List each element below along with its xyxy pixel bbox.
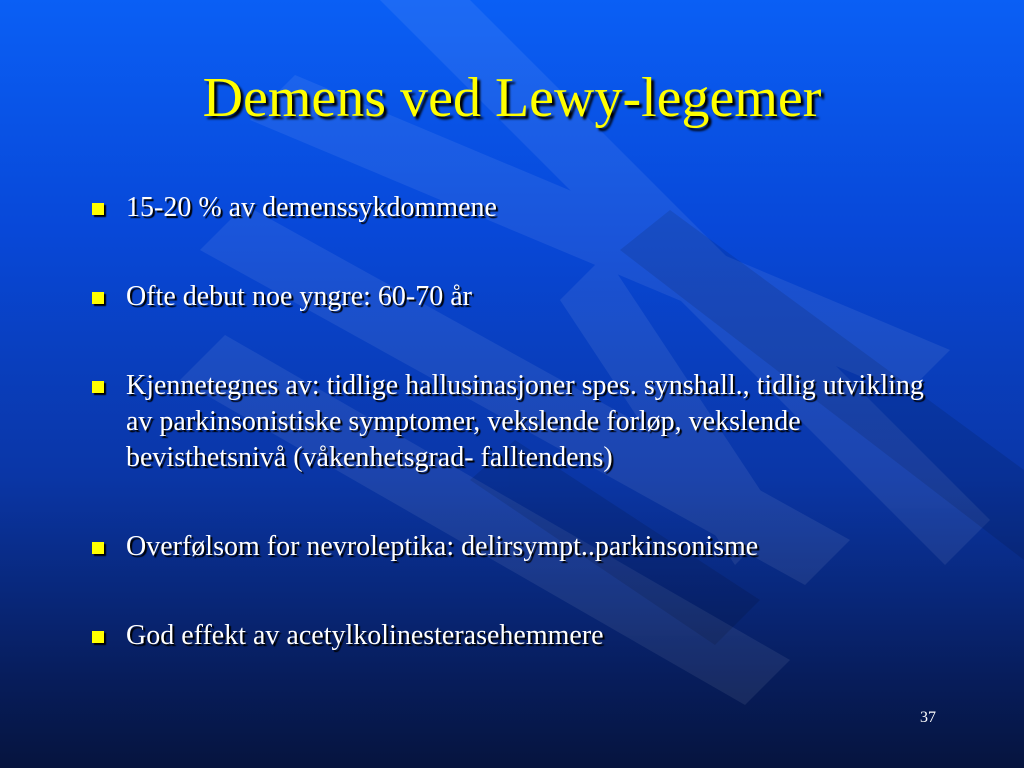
bullet-item-neuroleptic-sensitivity [88,529,948,565]
square-bullet-icon [92,381,104,393]
square-bullet-icon [92,631,104,643]
slide-title: Demens ved Lewy-legemer [202,67,822,129]
bullet-text: God effekt av acetylkolinesterasehemmere [126,620,604,651]
bullet-text: Kjennetegnes av: tidlige hallusinasjoner spes. synshall., tidlig utvikling av parkinsonistiske symptomer, vekslende forløp, vekslende bevisthetsnivå (våkenhetsgrad- falltendens) [126,370,924,473]
bullet-text: Ofte debut noe yngre: 60-70 år [126,281,472,312]
square-bullet-icon [92,203,104,215]
slide-number: 37 [920,709,936,726]
bullet-text: 15-20 % av demenssykdommene [126,192,497,223]
square-bullet-icon [92,292,104,304]
bullet-item-onset [88,279,948,315]
square-bullet-icon [92,542,104,554]
bullet-item-characteristics [88,368,948,476]
bullet-text: Overfølsom for nevroleptika: delirsympt..parkinsonisme [126,531,759,562]
bullet-item-treatment-effect [88,618,948,654]
bullet-item-prevalence [88,190,948,226]
bullet-list [88,190,948,654]
